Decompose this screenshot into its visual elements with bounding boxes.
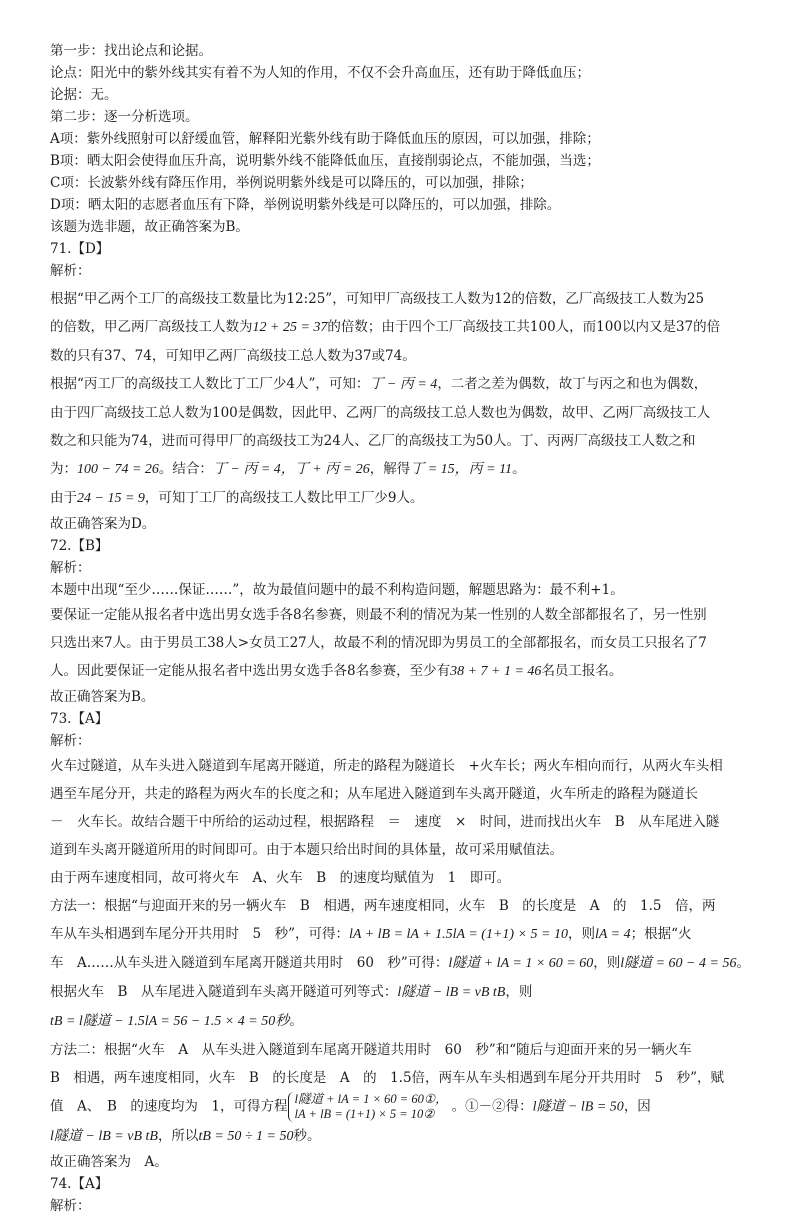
text-line: 论据：无。 <box>50 87 118 103</box>
formula: l隧道 − lB = vB tB <box>50 1129 158 1144</box>
formula: 24 − 15 = 9 <box>77 491 145 506</box>
formula: l隧道 − lB = vB tB <box>397 985 506 1000</box>
question-number: 73.【A】 <box>50 711 109 727</box>
text-line: tB = l隧道 − 1.5lA = 56 − 1.5 × 4 = 50秒。 <box>50 1013 303 1029</box>
formula: l隧道 − lB = 50 <box>532 1099 624 1115</box>
formula: 38 + 7 + 1 = 46 <box>450 664 542 679</box>
text-line: 要保证一定能从报名者中选出男女选手各8名参赛，则最不利的情况为某一性别的人数全部都报名了，另一性别 <box>50 607 707 623</box>
text-line: 论点：阳光中的紫外线其实有着不为人知的作用，不仅不会升高血压，还有助于降低血压； <box>50 65 590 81</box>
text-line: D项：晒太阳的志愿者血压有下降，举例说明紫外线是可以降压的，可以加强，排除。 <box>50 197 561 213</box>
formula: 12 + 25 = 37 <box>252 320 328 335</box>
text-line: B 相遇，两车速度相同，火车 B 的长度是 A 的 1.5倍，两车从车头相遇到车尾分开共用时 5 秒”，赋 <box>50 1070 725 1086</box>
equation-system: l隧道 + lA = 1 × 60 = 60①， lA + lB = (1+1) × 5 = 10② <box>288 1092 452 1122</box>
text-line: 故正确答案为D。 <box>50 516 156 532</box>
text-line: 数之和只能为74，进而可得甲厂的高级技工为24人、乙厂的高级技工为50人。丁、丙两厂高级技工人数之和 <box>50 433 696 449</box>
text-line: 方法二：根据“火车 A 从车头进入隧道到车尾离开隧道共用时 60 秒”和“随后与迎面开来的另一辆火车 <box>50 1042 692 1058</box>
formula: 丁 = 15，丙 = 11 <box>410 462 513 477</box>
text-line: 根据“丙工厂的高级技工人数比丁工厂少4人”，可知：丁 − 丙 = 4，二者之差为偶数，故丁与丙之和也为偶数， <box>50 376 708 392</box>
text-line: 数的只有37、74，可知甲乙两厂高级技工总人数为37或74。 <box>50 348 416 364</box>
analysis-heading: 解析： <box>50 560 91 576</box>
text-line: B项：晒太阳会使得血压升高，说明紫外线不能降低血压，直接削弱论点，不能加强，当选； <box>50 153 600 169</box>
formula: 丁 − 丙 = 4，丁 + 丙 = 26 <box>212 462 370 477</box>
text-line: 道到车头离开隧道所用的时间即可。由于本题只给出时间的具体量，故可采用赋值法。 <box>50 842 563 858</box>
analysis-heading: 解析： <box>50 1198 91 1214</box>
text-line: 故正确答案为 A。 <box>50 1154 168 1170</box>
formula: lA = 4 <box>594 927 631 942</box>
text-line: 方法一：根据“与迎面开来的另一辆火车 B 相遇，两车速度相同，火车 B 的长度是 A 的 1.5 倍，两 <box>50 898 716 914</box>
formula: l隧道 + lA = 1 × 60 = 60 <box>448 956 594 971</box>
text-line: 第一步：找出论点和论据。 <box>50 43 212 59</box>
text-line: C项：长波紫外线有降压作用，举例说明紫外线是可以降压的，可以加强，排除； <box>50 175 533 191</box>
formula: tB = 50 ÷ 1 = 50 <box>198 1129 294 1144</box>
analysis-heading: 解析： <box>50 733 91 749</box>
text-line: 火车过隧道，从车头进入隧道到车尾离开隧道，所走的路程为隧道长 +火车长；两火车相向而行，从两火车头相 <box>50 758 723 774</box>
text-line: 只选出来7人。由于男员工38人>女员工27人，故最不利的情况即为男员工的全部都报名，而女员工只报名了7 <box>50 635 707 651</box>
text-line: 由于四厂高级技工总人数为100是偶数，因此甲、乙两厂的高级技工总人数也为偶数，故甲、乙两厂高级技工人 <box>50 405 711 421</box>
text-line: 第二步：逐一分析选项。 <box>50 109 199 125</box>
text-line: 人。因此要保证一定能从报名者中选出男女选手各8名参赛，至少有38 + 7 + 1 = 46名员工报名。 <box>50 663 623 679</box>
formula: 丁 − 丙 = 4 <box>369 377 438 392</box>
analysis-heading: 解析： <box>50 263 91 279</box>
text-line: 根据“甲乙两个工厂的高级技工数量比为12:25”，可知甲厂高级技工人数为12的倍数，乙厂高级技工人数为25 <box>50 291 705 307</box>
question-number: 71.【D】 <box>50 241 110 257</box>
formula: lA + lB = lA + 1.5lA = (1+1) × 5 = 10 <box>349 927 568 942</box>
question-number: 72.【B】 <box>50 538 109 554</box>
formula: l隧道 = 60 − 4 = 56 <box>620 956 737 971</box>
formula: tB = l隧道 − 1.5lA = 56 − 1.5 × 4 = 50秒 <box>50 1014 290 1029</box>
text-line: 为：100 − 74 = 26。结合：丁 − 丙 = 4，丁 + 丙 = 26，解得丁 = 15，丙 = 11。 <box>50 461 526 477</box>
question-number: 74.【A】 <box>50 1176 109 1192</box>
text-line: 故正确答案为B。 <box>50 689 155 705</box>
formula: 100 − 74 = 26 <box>77 462 159 477</box>
text-line: A项：紫外线照射可以舒缓血管，解释阳光紫外线有助于降低血压的原因，可以加强，排除； <box>50 131 600 147</box>
text-line: 由于24 − 15 = 9，可知丁工厂的高级技工人数比甲工厂少9人。 <box>50 490 424 506</box>
text-line: 遇至车尾分开，共走的路程为两火车的长度之和；从车尾进入隧道到车头离开隧道，火车所走的路程为隧道长 <box>50 786 698 802</box>
text-line: 本题中出现“至少……保证……”，故为最值问题中的最不利构造问题，解题思路为：最不利+1。 <box>50 582 624 598</box>
text-line: 根据火车 B 从车尾进入隧道到车头离开隧道可列等式：l隧道 − lB = vB tB，则 <box>50 984 533 1000</box>
text-line: 该题为选非题，故正确答案为B。 <box>50 219 249 235</box>
text-line: 值 A、 B 的速度均为 1，可得方程 l隧道 + lA = 1 × 60 = 60①， lA + lB = (1+1) × 5 = 10② 。①－②得：l隧道 − lB = 50，因 <box>50 1092 651 1121</box>
text-line: l隧道 − lB = vB tB，所以tB = 50 ÷ 1 = 50秒。 <box>50 1128 321 1144</box>
text-line: 由于两车速度相同，故可将火车 A、火车 B 的速度均赋值为 1 即可。 <box>50 870 511 886</box>
text-line: 车 A……从车头进入隧道到车尾离开隧道共用时 60 秒”可得：l隧道 + lA = 1 × 60 = 60，则l隧道 = 60 − 4 = 56。 <box>50 955 750 971</box>
text-line: 的倍数，甲乙两厂高级技工人数为12 + 25 = 37的倍数；由于四个工厂高级技工共100人，而100以内又是37的倍 <box>50 319 721 335</box>
text-line: 车从车头相遇到车尾分开共用时 5 秒”，可得：lA + lB = lA + 1.5lA = (1+1) × 5 = 10，则lA = 4；根据“火 <box>50 926 692 942</box>
text-line: － 火车长。故结合题干中所给的运动过程，根据路程 ＝ 速度 × 时间，进而找出火车 B 从车尾进入隧 <box>50 814 720 830</box>
